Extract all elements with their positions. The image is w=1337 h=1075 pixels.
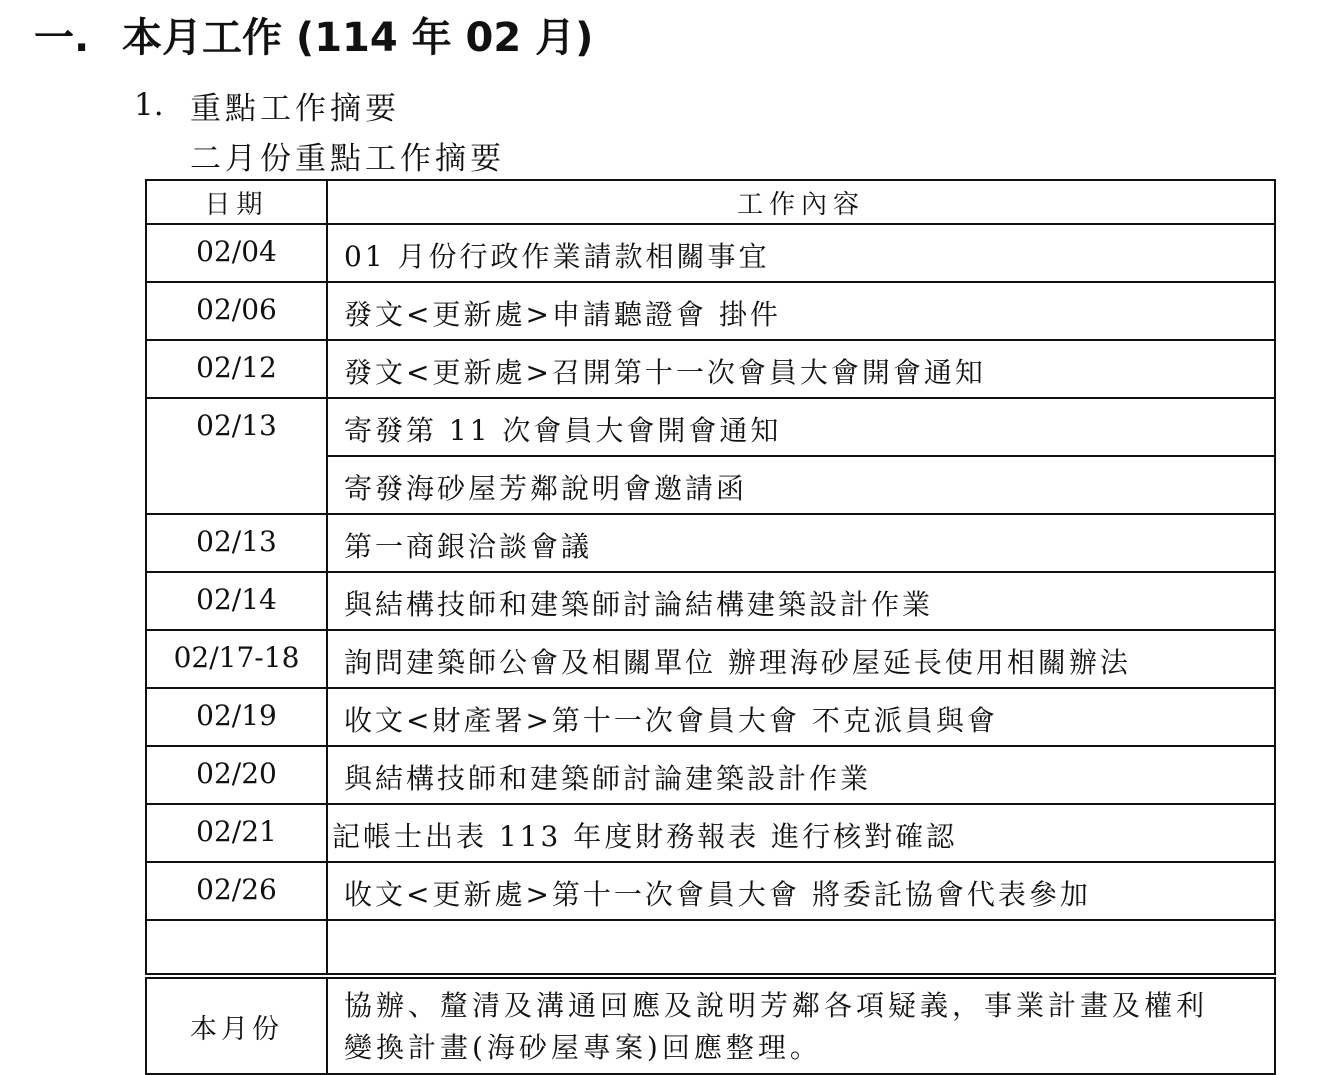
row-task: 記帳士出表 113 年度財務報表 進行核對確認 (327, 804, 1275, 862)
subsection-heading (134, 82, 400, 128)
table-row (146, 282, 1275, 340)
row-task: 01 月份行政作業請款相關事宜 (327, 224, 1275, 282)
row-task: 發文<更新處>申請聽證會 掛件 (327, 282, 1275, 340)
subsection-title: 重點工作摘要 (190, 90, 400, 127)
table-caption: 二月份重點工作摘要 (190, 140, 505, 177)
row-date: 02/21 (146, 804, 327, 862)
monthly-summary-row (146, 976, 1275, 1074)
row-task: 寄發海砂屋芳鄰說明會邀請函 (327, 456, 1275, 514)
empty-date-cell (146, 920, 327, 976)
row-date: 02/06 (146, 282, 327, 340)
monthly-summary-text (327, 976, 1275, 1074)
table-row (146, 572, 1275, 630)
subsection-number: 1. (134, 87, 164, 123)
table-row (146, 688, 1275, 746)
row-date: 02/26 (146, 862, 327, 920)
empty-row (146, 920, 1275, 976)
row-date: 02/13 (146, 398, 327, 514)
monthly-summary-line: 協辦、釐清及溝通回應及說明芳鄰各項疑義，事業計畫及權利 (344, 989, 1209, 1022)
table-header-row (146, 180, 1275, 224)
row-task: 第一商銀洽談會議 (327, 514, 1275, 572)
row-task: 收文<財產署>第十一次會員大會 不克派員與會 (327, 688, 1275, 746)
table-row (146, 514, 1275, 572)
monthly-summary-label: 本月份 (146, 976, 327, 1074)
section-title: 本月工作 (114 年 02 月) (122, 14, 594, 61)
table-row (146, 224, 1275, 282)
monthly-summary-line: 變換計畫(海砂屋專案)回應整理。 (344, 1031, 822, 1064)
row-date: 02/17-18 (146, 630, 327, 688)
row-task: 發文<更新處>召開第十一次會員大會開會通知 (327, 340, 1275, 398)
row-date: 02/04 (146, 224, 327, 282)
content-column-header: 工作內容 (327, 180, 1275, 224)
row-date: 02/14 (146, 572, 327, 630)
row-task: 寄發第 11 次會員大會開會通知 (327, 398, 1275, 456)
row-task: 與結構技師和建築師討論建築設計作業 (327, 746, 1275, 804)
table-row (146, 746, 1275, 804)
row-task: 收文<更新處>第十一次會員大會 將委託協會代表參加 (327, 862, 1275, 920)
section-number: 一. (34, 14, 90, 61)
table-row (146, 862, 1275, 920)
table-row (146, 398, 1275, 456)
row-date: 02/19 (146, 688, 327, 746)
row-date: 02/12 (146, 340, 327, 398)
table-row (146, 340, 1275, 398)
row-date: 02/13 (146, 514, 327, 572)
row-date: 02/20 (146, 746, 327, 804)
section-heading (34, 4, 593, 64)
row-task: 詢問建築師公會及相關單位 辦理海砂屋延長使用相關辦法 (327, 630, 1275, 688)
table-row (146, 630, 1275, 688)
table-row (146, 804, 1275, 862)
row-task: 與結構技師和建築師討論結構建築設計作業 (327, 572, 1275, 630)
empty-task-cell (327, 920, 1275, 976)
work-summary-table (145, 179, 1276, 1075)
date-column-header: 日期 (146, 180, 327, 224)
